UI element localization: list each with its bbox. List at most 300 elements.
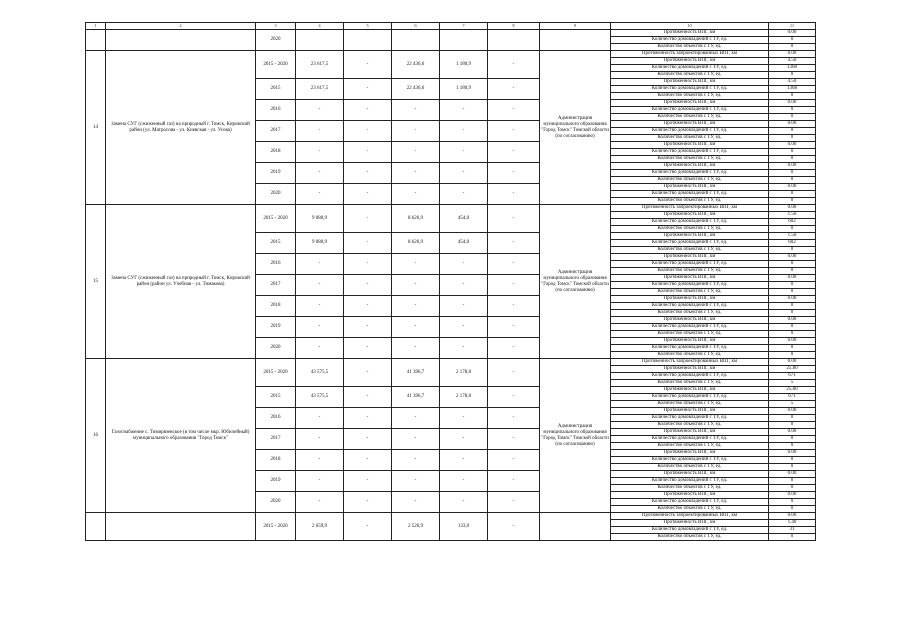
regional-cell: - [392,471,440,492]
indicator-value: 0 [769,464,816,471]
indicator-value: 0 [769,198,816,205]
indicator-value: 0.00 [769,317,816,324]
regional-cell: 22 436,6 [392,79,440,100]
indicator-label: Количество домовладений с ТУ, ед. [611,191,769,198]
executor: Администрация муниципального образования "Город Томск" Томской области (по согласованию) [540,359,611,513]
other-cell: - [488,275,540,296]
indicator-value: 0 [769,177,816,184]
federal-cell: - [344,254,392,275]
indicator-value: 0 [769,261,816,268]
indicator-value: 671 [769,373,816,380]
indicator-label: Протяженность запроектированных ВПГ, км [611,513,769,520]
indicator-label: Протяженность ВПГ, км [611,317,769,324]
local-cell: - [440,338,488,359]
other-cell: - [488,100,540,121]
indicator-label: Протяженность ВПГ, км [611,408,769,415]
indicator-value: 0.00 [769,100,816,107]
indicator-value: 5 [769,401,816,408]
indicator-label: Количество домовладений с ТУ, ед. [611,261,769,268]
item-number: 15 [86,205,106,359]
year-cell: 2020 [256,338,296,359]
year-cell: 2018 [256,450,296,471]
total-cell: 9 080,9 [296,205,344,233]
indicator-value: 0.00 [769,30,816,37]
indicator-label: Протяженность ВПГ, км [611,275,769,282]
federal-cell: - [344,121,392,142]
other-cell: - [488,142,540,163]
indicator-label: Количество домовладений с ТУ, ед. [611,86,769,93]
total-cell: - [296,492,344,513]
year-cell: 2016 [256,100,296,121]
indicator-label: Количество домовладений с ТУ, ед. [611,303,769,310]
executor: Администрация муниципального образования "Город Томск" Томской области (по согласованию) [540,51,611,205]
indicator-value: 1.40 [769,520,816,527]
federal-cell: - [344,296,392,317]
indicator-value: 0 [769,156,816,163]
year-cell: 2015 - 2020 [256,359,296,387]
column-number: 4 [296,23,344,30]
indicator-value: 0.00 [769,254,816,261]
indicator-value: 0 [769,72,816,79]
local-cell: - [440,492,488,513]
year-cell: 2018 [256,142,296,163]
indicator-value: 0.00 [769,513,816,520]
indicator-label: Количество домовладений с ТУ, ед. [611,478,769,485]
year-cell: 2015 [256,387,296,408]
item-title-cell [106,513,256,541]
total-cell: 23 617,5 [296,51,344,79]
column-number: 1 [86,23,106,30]
total-cell: 2 659,9 [296,513,344,541]
indicator-value: 31 [769,527,816,534]
column-number: 5 [344,23,392,30]
local-cell: - [440,142,488,163]
other-cell: - [488,429,540,450]
indicator-label: Протяженность ВПГ, км [611,79,769,86]
indicator-value: 0 [769,310,816,317]
item-title-cell [106,30,256,51]
indicator-value: 0.00 [769,408,816,415]
indicator-value: 602 [769,219,816,226]
indicator-label: Протяженность ВПГ, км [611,163,769,170]
indicator-label: Количество объектов с ТУ, ед. [611,443,769,450]
indicator-value: 0 [769,226,816,233]
indicator-value: 0 [769,289,816,296]
indicator-value: 0 [769,114,816,121]
indicator-value: 0.00 [769,51,816,58]
indicator-value: 0 [769,422,816,429]
other-cell: - [488,79,540,100]
federal-cell: - [344,184,392,205]
total-cell: - [296,429,344,450]
indicator-value: 0 [769,135,816,142]
regional-cell: 22 436,6 [392,51,440,79]
item-number: 14 [86,51,106,205]
indicator-value: 0 [769,170,816,177]
indicator-value: 0 [769,506,816,513]
indicator-value: 0 [769,478,816,485]
indicator-value: 0 [769,345,816,352]
total-cell: - [296,121,344,142]
federal-cell: - [344,233,392,254]
indicator-label: Количество объектов с ТУ, ед. [611,268,769,275]
year-cell: 2020 [256,30,296,51]
indicator-value: 1368 [769,86,816,93]
indicator-value: 0.00 [769,275,816,282]
indicator-label: Протяженность ВПГ, км [611,184,769,191]
regional-cell: 8 626,9 [392,205,440,233]
column-number: 11 [769,23,816,30]
total-cell: 43 575,5 [296,387,344,408]
indicator-label: Количество домовладений с ТУ, ед. [611,282,769,289]
indicator-value: 0.00 [769,471,816,478]
indicator-label: Количество объектов с ТУ, ед. [611,310,769,317]
indicator-value: 1.50 [769,212,816,219]
item-title: Газоснабжение с. Тимирязевское (в том числе мкр. Юбилейный) муниципального образования "Город Томск" [106,359,256,513]
indicator-label: Протяженность ВПГ, км [611,212,769,219]
indicator-value: 0 [769,191,816,198]
regional-cell: - [392,296,440,317]
indicator-label: Количество объектов с ТУ, ед. [611,44,769,51]
indicator-value: 1368 [769,65,816,72]
indicator-value: 0 [769,107,816,114]
year-cell: 2017 [256,121,296,142]
total-cell: 23 617,5 [296,79,344,100]
other-cell: - [488,121,540,142]
indicator-value: 1.50 [769,233,816,240]
indicator-label: Количество объектов с ТУ, ед. [611,198,769,205]
indicator-value: 0 [769,247,816,254]
federal-cell: - [344,450,392,471]
year-cell: 2015 - 2020 [256,513,296,541]
program-table [85,22,816,541]
indicator-value: 0 [769,485,816,492]
column-number: 10 [611,23,769,30]
indicator-value: 0.00 [769,429,816,436]
indicator-label: Количество домовладений с ТУ, ед. [611,170,769,177]
regional-cell: - [392,338,440,359]
indicator-value: 0 [769,443,816,450]
indicator-value: 0 [769,534,816,541]
indicator-label: Протяженность запроектированных ВПГ, км [611,51,769,58]
local-cell: 454,0 [440,205,488,233]
indicator-row [86,359,816,366]
indicator-label: Количество домовладений с ТУ, ед. [611,499,769,506]
other-cell: - [488,205,540,233]
indicator-value: 0.00 [769,296,816,303]
total-cell: - [296,450,344,471]
indicator-label: Количество объектов с ТУ, ед. [611,289,769,296]
indicator-label: Количество объектов с ТУ, ед. [611,422,769,429]
year-cell: 2015 [256,79,296,100]
indicator-label: Протяженность ВПГ, км [611,520,769,527]
other-cell: - [488,296,540,317]
indicator-value: 0.00 [769,338,816,345]
year-cell: 2015 - 2020 [256,205,296,233]
federal-cell: - [344,429,392,450]
empty-cell [440,30,488,51]
local-cell: 133,0 [440,513,488,541]
year-cell: 2019 [256,471,296,492]
year-cell: 2019 [256,317,296,338]
indicator-label: Количество домовладений с ТУ, ед. [611,436,769,443]
indicator-label: Количество объектов с ТУ, ед. [611,72,769,79]
item-number: 16 [86,359,106,513]
indicator-label: Протяженность ВПГ, км [611,121,769,128]
item-number-cell [86,30,106,51]
indicator-value: 0.00 [769,142,816,149]
empty-cell [296,30,344,51]
indicator-label: Количество объектов с ТУ, ед. [611,485,769,492]
local-cell: 454,0 [440,233,488,254]
total-cell: - [296,338,344,359]
federal-cell: - [344,492,392,513]
year-cell: 2016 [256,254,296,275]
federal-cell: - [344,163,392,184]
indicator-label: Количество домовладений с ТУ, ед. [611,128,769,135]
regional-cell: 41 396,7 [392,359,440,387]
indicator-value: 0 [769,457,816,464]
indicator-row [86,513,816,520]
regional-cell: - [392,163,440,184]
year-cell: 2020 [256,492,296,513]
empty-cell [392,30,440,51]
column-number: 8 [488,23,540,30]
indicator-value: 0 [769,268,816,275]
federal-cell: - [344,338,392,359]
indicator-value: 0 [769,44,816,51]
indicator-value: 602 [769,240,816,247]
indicator-value: 0 [769,436,816,443]
indicator-label: Количество объектов с ТУ, ед. [611,352,769,359]
total-cell: - [296,163,344,184]
indicator-value: 4.50 [769,79,816,86]
indicator-label: Количество объектов с ТУ, ед. [611,380,769,387]
year-cell: 2017 [256,429,296,450]
indicator-label: Протяженность ВПГ, км [611,100,769,107]
indicator-label: Количество домовладений с ТУ, ед. [611,394,769,401]
indicator-label: Протяженность ВПГ, км [611,338,769,345]
indicator-label: Протяженность запроектированных ВПГ, км [611,359,769,366]
indicator-label: Количество объектов с ТУ, ед. [611,331,769,338]
indicator-label: Количество домовладений с ТУ, ед. [611,65,769,72]
indicator-label: Протяженность ВПГ, км [611,296,769,303]
federal-cell: - [344,359,392,387]
indicator-row [86,51,816,58]
other-cell: - [488,338,540,359]
indicator-value: 0.00 [769,121,816,128]
local-cell: - [440,408,488,429]
indicator-value: 0.00 [769,163,816,170]
other-cell: - [488,51,540,79]
regional-cell: - [392,100,440,121]
regional-cell: - [392,450,440,471]
local-cell: - [440,100,488,121]
empty-cell [344,30,392,51]
total-cell: - [296,184,344,205]
column-number: 6 [392,23,440,30]
year-cell: 2016 [256,408,296,429]
federal-cell: - [344,471,392,492]
local-cell: - [440,254,488,275]
document-page [85,22,815,592]
regional-cell: - [392,492,440,513]
year-cell: 2015 - 2020 [256,51,296,79]
total-cell: - [296,317,344,338]
regional-cell: 2 526,9 [392,513,440,541]
indicator-value: 0 [769,37,816,44]
executor-cell [540,30,611,51]
indicator-label: Количество объектов с ТУ, ед. [611,464,769,471]
local-cell: 2 178,8 [440,359,488,387]
other-cell: - [488,513,540,541]
indicator-label: Протяженность ВПГ, км [611,233,769,240]
indicator-label: Протяженность запроектированных ВПГ, км [611,205,769,212]
indicator-label: Количество домовладений с ТУ, ед. [611,219,769,226]
year-cell: 2018 [256,296,296,317]
indicator-label: Количество объектов с ТУ, ед. [611,226,769,233]
indicator-label: Протяженность ВПГ, км [611,471,769,478]
regional-cell: - [392,184,440,205]
indicator-label: Количество объектов с ТУ, ед. [611,114,769,121]
indicator-value: 671 [769,394,816,401]
local-cell: - [440,121,488,142]
total-cell: 43 575,5 [296,359,344,387]
column-number: 9 [540,23,611,30]
federal-cell: - [344,275,392,296]
federal-cell: - [344,142,392,163]
local-cell: - [440,471,488,492]
total-cell: - [296,471,344,492]
other-cell: - [488,233,540,254]
indicator-label: Количество домовладений с ТУ, ед. [611,415,769,422]
indicator-label: Количество объектов с ТУ, ед. [611,135,769,142]
indicator-value: 4.50 [769,58,816,65]
other-cell: - [488,450,540,471]
indicator-value: 0 [769,499,816,506]
indicator-value: 25.80 [769,387,816,394]
indicator-label: Количество домовладений с ТУ, ед. [611,457,769,464]
indicator-label: Количество домовладений с ТУ, ед. [611,37,769,44]
federal-cell: - [344,205,392,233]
indicator-label: Протяженность ВПГ, км [611,387,769,394]
indicator-label: Количество объектов с ТУ, ед. [611,506,769,513]
total-cell: - [296,275,344,296]
other-cell: - [488,359,540,387]
total-cell: - [296,142,344,163]
other-cell: - [488,254,540,275]
indicator-label: Количество домовладений с ТУ, ед. [611,149,769,156]
regional-cell: 41 396,7 [392,387,440,408]
indicator-label: Количество домовладений с ТУ, ед. [611,373,769,380]
indicator-value: 0 [769,93,816,100]
federal-cell: - [344,317,392,338]
other-cell: - [488,408,540,429]
indicator-label: Протяженность ВПГ, км [611,30,769,37]
regional-cell: - [392,121,440,142]
indicator-value: 0.00 [769,359,816,366]
indicator-label: Количество домовладений с ТУ, ед. [611,527,769,534]
year-cell: 2015 [256,233,296,254]
executor: Администрация муниципального образования "Город Томск" Томской области (по согласованию) [540,205,611,359]
other-cell: - [488,387,540,408]
indicator-value: 0.00 [769,492,816,499]
federal-cell: - [344,387,392,408]
total-cell: - [296,254,344,275]
indicator-value: 0 [769,352,816,359]
total-cell: 9 080,9 [296,233,344,254]
regional-cell: - [392,275,440,296]
indicator-label: Протяженность ВПГ, км [611,142,769,149]
indicator-value: 0 [769,415,816,422]
local-cell: 1 180,9 [440,79,488,100]
column-number: 2 [106,23,256,30]
indicator-value: 0.00 [769,450,816,457]
indicator-label: Протяженность ВПГ, км [611,366,769,373]
total-cell: - [296,408,344,429]
indicator-value: 0 [769,128,816,135]
indicator-label: Протяженность ВПГ, км [611,450,769,457]
total-cell: - [296,100,344,121]
local-cell: - [440,163,488,184]
local-cell: - [440,296,488,317]
year-cell: 2019 [256,163,296,184]
item-title: Замена СУГ (сжиженный газ) на природный г. Томск, Кировский район (ул. Матросова - ул. Киевская - ул. Усова) [106,51,256,205]
column-number: 7 [440,23,488,30]
empty-cell [488,30,540,51]
executor-cell [540,513,611,541]
indicator-label: Количество домовладений с ТУ, ед. [611,345,769,352]
local-cell: 2 178,8 [440,387,488,408]
indicator-label: Количество домовладений с ТУ, ед. [611,324,769,331]
regional-cell: - [392,408,440,429]
indicator-row [86,30,816,37]
indicator-row [86,205,816,212]
regional-cell: - [392,254,440,275]
total-cell: - [296,296,344,317]
indicator-value: 0 [769,324,816,331]
item-number-cell [86,513,106,541]
local-cell: 1 180,9 [440,51,488,79]
indicator-label: Количество объектов с ТУ, ед. [611,177,769,184]
local-cell: - [440,429,488,450]
year-cell: 2020 [256,184,296,205]
other-cell: - [488,163,540,184]
other-cell: - [488,492,540,513]
regional-cell: - [392,142,440,163]
column-number: 3 [256,23,296,30]
year-cell: 2017 [256,275,296,296]
indicator-value: 25.80 [769,366,816,373]
local-cell: - [440,275,488,296]
indicator-label: Протяженность ВПГ, км [611,58,769,65]
local-cell: - [440,317,488,338]
indicator-value: 5 [769,380,816,387]
indicator-label: Протяженность ВПГ, км [611,429,769,436]
indicator-label: Количество объектов с ТУ, ед. [611,401,769,408]
federal-cell: - [344,79,392,100]
item-title: Замена СУГ (сжиженный газ) на природный г. Томск, Кировский район (район ул. Учебная - ул. Тимакова) [106,205,256,359]
indicator-label: Протяженность ВПГ, км [611,254,769,261]
federal-cell: - [344,408,392,429]
indicator-label: Протяженность ВПГ, км [611,492,769,499]
federal-cell: - [344,513,392,541]
indicator-label: Количество домовладений с ТУ, ед. [611,107,769,114]
regional-cell: - [392,317,440,338]
indicator-label: Количество домовладений с ТУ, ед. [611,240,769,247]
local-cell: - [440,450,488,471]
indicator-label: Количество объектов с ТУ, ед. [611,93,769,100]
